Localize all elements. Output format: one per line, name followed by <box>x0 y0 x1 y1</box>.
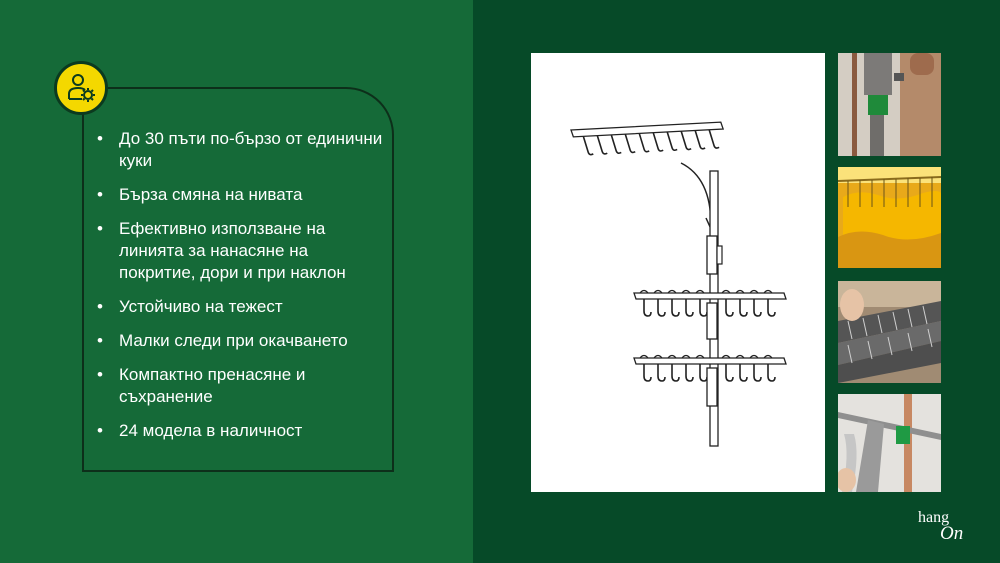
feature-item: • До 30 пъти по-бързо от единични куки <box>95 128 385 172</box>
feature-item: • 24 модела в наличност <box>95 420 385 442</box>
logo-line2: On <box>940 523 964 544</box>
feature-item: • Устойчиво на тежест <box>95 296 385 318</box>
feature-item: • Малки следи при окачването <box>95 330 385 352</box>
rack-diagram <box>531 53 825 492</box>
user-gear-icon <box>54 61 108 115</box>
logo-line1: hang <box>918 509 950 526</box>
feature-item: • Бърза смяна на нивата <box>95 184 385 206</box>
hanger-photo <box>838 394 941 492</box>
hangon-logo <box>918 510 963 542</box>
feature-item: • Ефективно използване на линията за нанасяне на покритие, дори и при наклон <box>95 218 385 284</box>
feature-item: • Компактно пренасяне и съхранение <box>95 364 385 408</box>
yellow-parts-photo <box>838 167 941 268</box>
clamp-photo <box>838 53 941 156</box>
rack-assembly-photo <box>838 281 941 383</box>
feature-list <box>95 128 385 454</box>
